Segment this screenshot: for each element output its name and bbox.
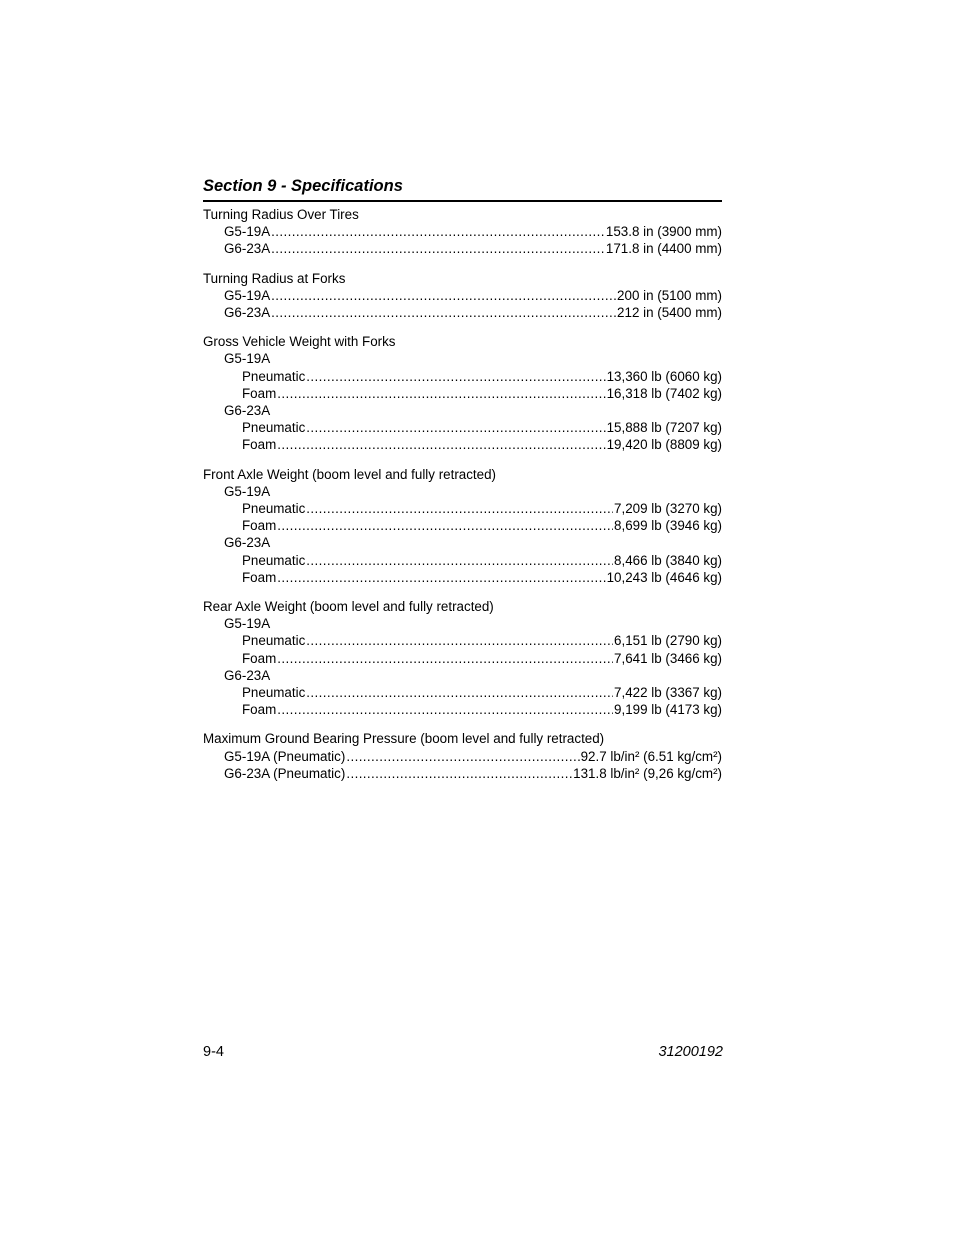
spec-block-turning-radius-forks: [203, 270, 722, 322]
dot-leader: [271, 287, 616, 304]
spec-row: [203, 385, 722, 402]
section-title: Section 9 - Specifications: [203, 177, 403, 195]
spec-row: [203, 500, 722, 517]
spec-row: [203, 419, 722, 436]
document-number: 31200192: [658, 1044, 723, 1060]
spec-value: 7,422 lb (3367 kg): [614, 685, 722, 701]
spec-value: 16,318 lb (7402 kg): [606, 385, 722, 401]
model-label: G5-19A: [224, 351, 271, 367]
spec-label: Pneumatic: [242, 368, 306, 384]
spec-label: Pneumatic: [242, 552, 306, 568]
spec-label: G6-23A (Pneumatic): [224, 765, 346, 781]
model-label: G6-23A: [224, 535, 271, 551]
dot-leader: [306, 552, 613, 569]
spec-block-ground-bearing-pressure: [203, 730, 722, 782]
spec-label: G5-19A: [224, 287, 271, 303]
spec-value: 6,151 lb (2790 kg): [614, 633, 722, 649]
spec-label: Foam: [242, 702, 277, 718]
spec-label: G6-23A: [224, 241, 271, 257]
spec-value: 8,466 lb (3840 kg): [614, 552, 722, 568]
spec-row: [203, 223, 722, 240]
spec-label: Foam: [242, 437, 277, 453]
spec-label: G6-23A: [224, 305, 271, 321]
spec-row: [203, 304, 722, 321]
spec-heading: Gross Vehicle Weight with Forks: [203, 334, 396, 350]
spec-label: Pneumatic: [242, 685, 306, 701]
page-content: [203, 176, 722, 794]
spec-label: Foam: [242, 569, 277, 585]
spec-heading: Front Axle Weight (boom level and fully retracted): [203, 466, 496, 482]
spec-label: Foam: [242, 385, 277, 401]
dot-leader: [271, 223, 605, 240]
spec-value: 131.8 lb/in² (9,26 kg/cm²): [573, 765, 722, 781]
dot-leader: [277, 569, 605, 586]
model-label: G5-19A: [224, 616, 271, 632]
spec-block-turning-radius-tires: [203, 206, 722, 258]
spec-label: Pneumatic: [242, 633, 306, 649]
dot-leader: [306, 368, 605, 385]
spec-heading: Turning Radius Over Tires: [203, 207, 359, 222]
spec-label: G5-19A: [224, 224, 271, 240]
spec-value: 171.8 in (4400 mm): [605, 241, 722, 257]
spec-row: [203, 240, 722, 257]
spec-row: [203, 748, 722, 765]
page-footer: [203, 1044, 723, 1060]
dot-leader: [346, 765, 572, 782]
spec-row: [203, 650, 722, 667]
title-rule: [203, 200, 722, 202]
page-number: 9-4: [203, 1044, 224, 1060]
spec-value: 15,888 lb (7207 kg): [606, 420, 722, 436]
spec-value: 8,699 lb (3946 kg): [614, 518, 722, 534]
dot-leader: [277, 436, 605, 453]
dot-leader: [346, 748, 579, 765]
dot-leader: [271, 240, 605, 257]
spec-block-gross-vehicle-weight: [203, 333, 722, 453]
spec-value: 19,420 lb (8809 kg): [606, 437, 722, 453]
spec-row: [203, 287, 722, 304]
dot-leader: [277, 701, 613, 718]
spec-row: [203, 569, 722, 586]
spec-value: 200 in (5100 mm): [617, 287, 722, 303]
spec-value: 13,360 lb (6060 kg): [606, 368, 722, 384]
dot-leader: [277, 650, 613, 667]
dot-leader: [277, 517, 613, 534]
model-label: G6-23A: [224, 403, 271, 419]
spec-value: 7,641 lb (3466 kg): [614, 650, 722, 666]
spec-row: [203, 552, 722, 569]
dot-leader: [306, 419, 605, 436]
model-label: G5-19A: [224, 483, 271, 499]
spec-label: Pneumatic: [242, 501, 306, 517]
spec-heading: Maximum Ground Bearing Pressure (boom level and fully retracted): [203, 731, 605, 747]
spec-block-front-axle-weight: [203, 466, 722, 586]
spec-value: 9,199 lb (4173 kg): [614, 702, 722, 718]
spec-value: 212 in (5400 mm): [617, 305, 722, 321]
spec-heading: Turning Radius at Forks: [203, 270, 346, 286]
spec-row: [203, 684, 722, 701]
spec-block-rear-axle-weight: [203, 598, 722, 718]
spec-label: Pneumatic: [242, 420, 306, 436]
spec-value: 10,243 lb (4646 kg): [606, 569, 722, 585]
spec-row: [203, 436, 722, 453]
spec-label: Foam: [242, 650, 277, 666]
spec-value: 153.8 in (3900 mm): [605, 224, 722, 240]
dot-leader: [306, 632, 613, 649]
model-label: G6-23A: [224, 667, 271, 683]
dot-leader: [306, 500, 613, 517]
spec-row: [203, 368, 722, 385]
spec-value: 7,209 lb (3270 kg): [614, 501, 722, 517]
spec-value: 92.7 lb/in² (6.51 kg/cm²): [580, 748, 722, 764]
spec-label: Foam: [242, 518, 277, 534]
spec-label: G5-19A (Pneumatic): [224, 748, 346, 764]
spec-row: [203, 632, 722, 649]
spec-heading: Rear Axle Weight (boom level and fully retracted): [203, 599, 494, 615]
spec-row: [203, 701, 722, 718]
spec-row: [203, 765, 722, 782]
dot-leader: [271, 304, 616, 321]
dot-leader: [277, 385, 605, 402]
spec-row: [203, 517, 722, 534]
dot-leader: [306, 684, 613, 701]
